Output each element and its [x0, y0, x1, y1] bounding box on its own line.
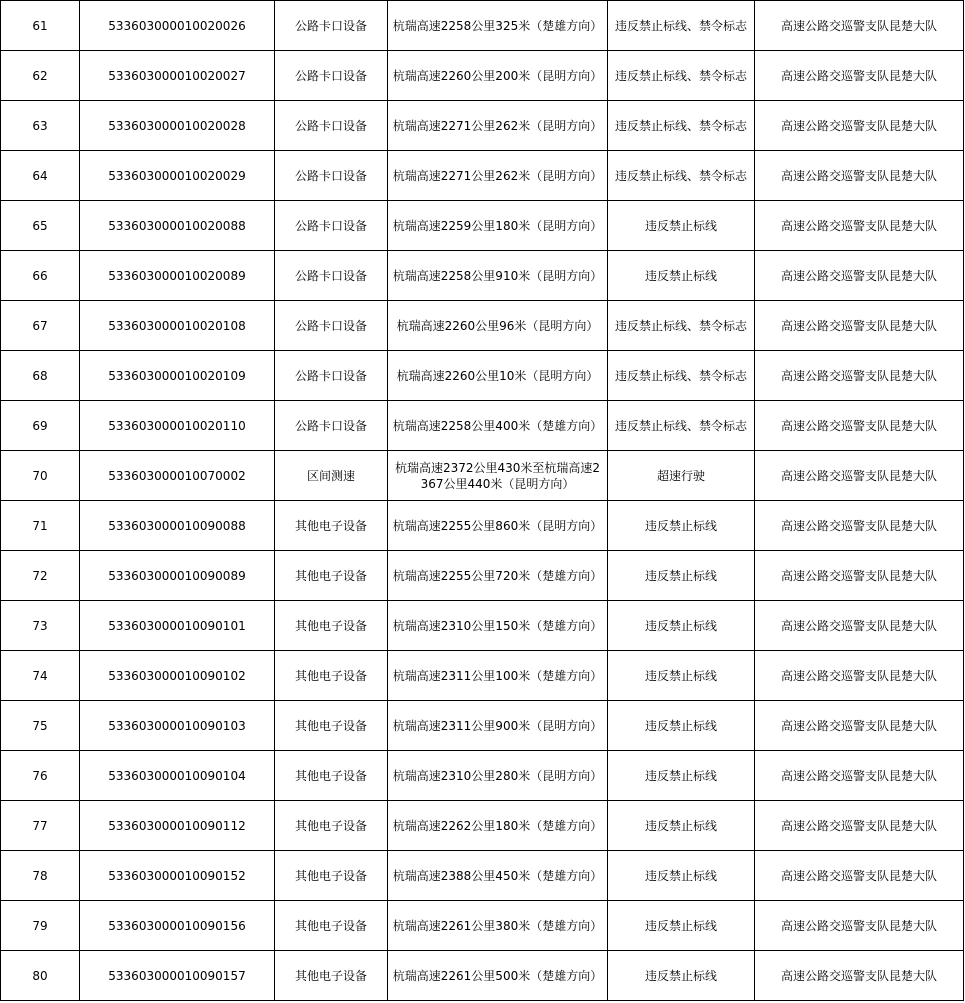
- cell-device-type: 公路卡口设备: [275, 251, 388, 301]
- cell-location: 杭瑞高速2310公里280米（昆明方向）: [388, 751, 608, 801]
- cell-unit: 高速公路交巡警支队昆楚大队: [755, 401, 964, 451]
- cell-device-type: 公路卡口设备: [275, 301, 388, 351]
- table-row: [1, 501, 964, 551]
- cell-device-type: 其他电子设备: [275, 851, 388, 901]
- cell-violation: 违反禁止标线、禁令标志: [608, 151, 755, 201]
- cell-location: 杭瑞高速2260公里200米（昆明方向）: [388, 51, 608, 101]
- table-row: [1, 601, 964, 651]
- cell-violation: 违反禁止标线、禁令标志: [608, 101, 755, 151]
- cell-no: 76: [1, 751, 80, 801]
- cell-unit: 高速公路交巡警支队昆楚大队: [755, 751, 964, 801]
- table-row: [1, 901, 964, 951]
- cell-location: 杭瑞高速2311公里100米（楚雄方向）: [388, 651, 608, 701]
- cell-violation: 违反禁止标线: [608, 751, 755, 801]
- cell-violation: 违反禁止标线、禁令标志: [608, 401, 755, 451]
- cell-violation: 违反禁止标线: [608, 701, 755, 751]
- cell-violation: 违反禁止标线: [608, 951, 755, 1001]
- cell-violation: 违反禁止标线: [608, 501, 755, 551]
- cell-device-type: 公路卡口设备: [275, 151, 388, 201]
- cell-unit: 高速公路交巡警支队昆楚大队: [755, 301, 964, 351]
- table-row: [1, 1, 964, 51]
- cell-no: 71: [1, 501, 80, 551]
- cell-device-type: 其他电子设备: [275, 901, 388, 951]
- cell-location: 杭瑞高速2372公里430米至杭瑞高速2367公里440米（昆明方向）: [388, 451, 608, 501]
- cell-device-type: 其他电子设备: [275, 501, 388, 551]
- cell-violation: 违反禁止标线: [608, 201, 755, 251]
- cell-unit: 高速公路交巡警支队昆楚大队: [755, 951, 964, 1001]
- table-row: [1, 351, 964, 401]
- cell-location: 杭瑞高速2258公里910米（昆明方向）: [388, 251, 608, 301]
- cell-location: 杭瑞高速2255公里860米（昆明方向）: [388, 501, 608, 551]
- cell-violation: 违反禁止标线、禁令标志: [608, 351, 755, 401]
- cell-unit: 高速公路交巡警支队昆楚大队: [755, 901, 964, 951]
- table-row: [1, 651, 964, 701]
- table-row: [1, 401, 964, 451]
- cell-unit: 高速公路交巡警支队昆楚大队: [755, 1, 964, 51]
- cell-unit: 高速公路交巡警支队昆楚大队: [755, 651, 964, 701]
- cell-no: 65: [1, 201, 80, 251]
- cell-device-code: 533603000010090103: [80, 701, 275, 751]
- cell-no: 68: [1, 351, 80, 401]
- cell-unit: 高速公路交巡警支队昆楚大队: [755, 51, 964, 101]
- cell-device-type: 公路卡口设备: [275, 101, 388, 151]
- cell-device-code: 533603000010090152: [80, 851, 275, 901]
- cell-unit: 高速公路交巡警支队昆楚大队: [755, 801, 964, 851]
- cell-device-code: 533603000010020110: [80, 401, 275, 451]
- cell-unit: 高速公路交巡警支队昆楚大队: [755, 601, 964, 651]
- cell-unit: 高速公路交巡警支队昆楚大队: [755, 551, 964, 601]
- cell-unit: 高速公路交巡警支队昆楚大队: [755, 201, 964, 251]
- table-row: [1, 51, 964, 101]
- cell-unit: 高速公路交巡警支队昆楚大队: [755, 151, 964, 201]
- table-row: [1, 701, 964, 751]
- cell-device-code: 533603000010020088: [80, 201, 275, 251]
- cell-device-code: 533603000010020026: [80, 1, 275, 51]
- cell-device-type: 公路卡口设备: [275, 1, 388, 51]
- cell-device-code: 533603000010070002: [80, 451, 275, 501]
- cell-violation: 违反禁止标线、禁令标志: [608, 1, 755, 51]
- table-row: [1, 951, 964, 1001]
- table-row: [1, 751, 964, 801]
- cell-device-code: 533603000010090088: [80, 501, 275, 551]
- cell-no: 63: [1, 101, 80, 151]
- cell-no: 72: [1, 551, 80, 601]
- cell-violation: 违反禁止标线: [608, 801, 755, 851]
- cell-no: 78: [1, 851, 80, 901]
- cell-device-code: 533603000010020028: [80, 101, 275, 151]
- table-row: [1, 151, 964, 201]
- cell-location: 杭瑞高速2271公里262米（昆明方向）: [388, 151, 608, 201]
- cell-device-type: 公路卡口设备: [275, 201, 388, 251]
- cell-unit: 高速公路交巡警支队昆楚大队: [755, 451, 964, 501]
- cell-device-code: 533603000010090102: [80, 651, 275, 701]
- cell-location: 杭瑞高速2255公里720米（楚雄方向）: [388, 551, 608, 601]
- cell-device-code: 533603000010020029: [80, 151, 275, 201]
- cell-device-type: 其他电子设备: [275, 951, 388, 1001]
- cell-no: 62: [1, 51, 80, 101]
- cell-no: 74: [1, 651, 80, 701]
- table-row: [1, 801, 964, 851]
- cell-device-code: 533603000010020027: [80, 51, 275, 101]
- cell-unit: 高速公路交巡警支队昆楚大队: [755, 701, 964, 751]
- cell-no: 70: [1, 451, 80, 501]
- cell-violation: 违反禁止标线: [608, 251, 755, 301]
- table-row: [1, 551, 964, 601]
- cell-no: 79: [1, 901, 80, 951]
- cell-no: 80: [1, 951, 80, 1001]
- cell-device-code: 533603000010090104: [80, 751, 275, 801]
- table-body: [1, 1, 964, 1001]
- cell-device-type: 公路卡口设备: [275, 51, 388, 101]
- cell-unit: 高速公路交巡警支队昆楚大队: [755, 851, 964, 901]
- cell-location: 杭瑞高速2261公里380米（楚雄方向）: [388, 901, 608, 951]
- cell-device-type: 其他电子设备: [275, 651, 388, 701]
- cell-unit: 高速公路交巡警支队昆楚大队: [755, 251, 964, 301]
- cell-location: 杭瑞高速2271公里262米（昆明方向）: [388, 101, 608, 151]
- cell-violation: 违反禁止标线: [608, 901, 755, 951]
- cell-no: 77: [1, 801, 80, 851]
- cell-location: 杭瑞高速2388公里450米（楚雄方向）: [388, 851, 608, 901]
- table-row: [1, 451, 964, 501]
- cell-location: 杭瑞高速2262公里180米（楚雄方向）: [388, 801, 608, 851]
- cell-device-type: 公路卡口设备: [275, 401, 388, 451]
- cell-device-code: 533603000010020089: [80, 251, 275, 301]
- cell-device-type: 其他电子设备: [275, 601, 388, 651]
- table-row: [1, 301, 964, 351]
- cell-no: 66: [1, 251, 80, 301]
- cell-device-code: 533603000010090157: [80, 951, 275, 1001]
- cell-no: 67: [1, 301, 80, 351]
- cell-device-code: 533603000010090112: [80, 801, 275, 851]
- cell-violation: 违反禁止标线: [608, 551, 755, 601]
- cell-device-code: 533603000010020108: [80, 301, 275, 351]
- cell-device-type: 其他电子设备: [275, 551, 388, 601]
- cell-no: 73: [1, 601, 80, 651]
- cell-violation: 违反禁止标线、禁令标志: [608, 51, 755, 101]
- cell-device-type: 区间测速: [275, 451, 388, 501]
- cell-no: 61: [1, 1, 80, 51]
- cell-device-code: 533603000010090089: [80, 551, 275, 601]
- cell-no: 69: [1, 401, 80, 451]
- table-row: [1, 201, 964, 251]
- cell-violation: 违反禁止标线: [608, 601, 755, 651]
- cell-device-type: 其他电子设备: [275, 801, 388, 851]
- cell-violation: 违反禁止标线: [608, 851, 755, 901]
- cell-violation: 违反禁止标线、禁令标志: [608, 301, 755, 351]
- cell-device-type: 公路卡口设备: [275, 351, 388, 401]
- cell-no: 64: [1, 151, 80, 201]
- cell-unit: 高速公路交巡警支队昆楚大队: [755, 101, 964, 151]
- cell-location: 杭瑞高速2261公里500米（楚雄方向）: [388, 951, 608, 1001]
- cell-location: 杭瑞高速2259公里180米（昆明方向）: [388, 201, 608, 251]
- cell-unit: 高速公路交巡警支队昆楚大队: [755, 501, 964, 551]
- cell-violation: 违反禁止标线: [608, 651, 755, 701]
- cell-device-code: 533603000010020109: [80, 351, 275, 401]
- cell-location: 杭瑞高速2311公里900米（昆明方向）: [388, 701, 608, 751]
- table-row: [1, 251, 964, 301]
- cell-location: 杭瑞高速2258公里325米（楚雄方向）: [388, 1, 608, 51]
- cell-device-type: 其他电子设备: [275, 701, 388, 751]
- table-row: [1, 851, 964, 901]
- cell-unit: 高速公路交巡警支队昆楚大队: [755, 351, 964, 401]
- cell-location: 杭瑞高速2260公里10米（昆明方向）: [388, 351, 608, 401]
- cell-device-code: 533603000010090156: [80, 901, 275, 951]
- cell-device-code: 533603000010090101: [80, 601, 275, 651]
- cell-location: 杭瑞高速2258公里400米（楚雄方向）: [388, 401, 608, 451]
- cell-no: 75: [1, 701, 80, 751]
- table-row: [1, 101, 964, 151]
- cell-location: 杭瑞高速2260公里96米（昆明方向）: [388, 301, 608, 351]
- cell-violation: 超速行驶: [608, 451, 755, 501]
- cell-location: 杭瑞高速2310公里150米（楚雄方向）: [388, 601, 608, 651]
- cell-device-type: 其他电子设备: [275, 751, 388, 801]
